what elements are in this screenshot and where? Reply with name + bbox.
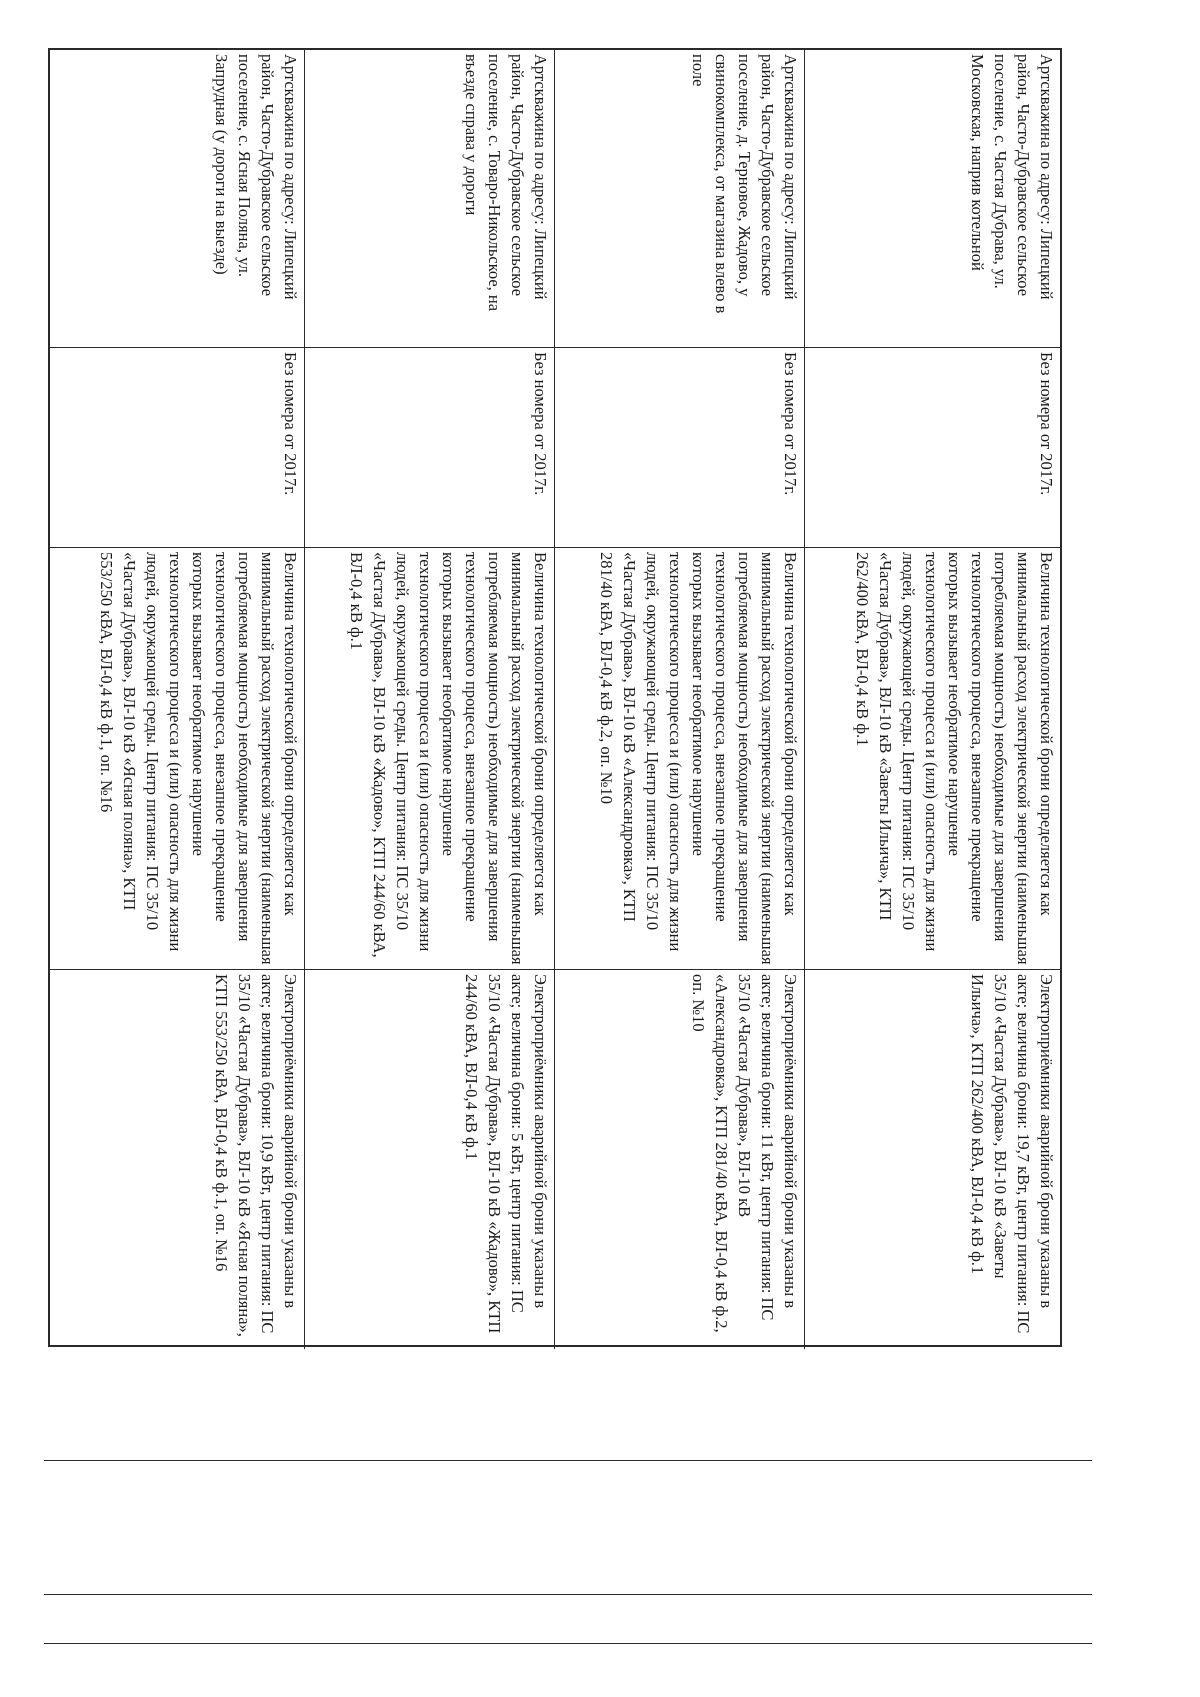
table-row [50,50,304,1349]
act-number-cell: Без номера от 2017г. [305,348,554,548]
act-number-cell: Без номера от 2017г. [50,348,304,548]
object-address-cell: Артскважина по адресу: Липецкий район, Часто-Дубравское сельское поселение, с. Ясная Поляна, ул. Запрудная (у дороги на выезде) [50,50,304,348]
horizontal-rule [44,1594,1092,1595]
tech-reserve-cell: Величина технологической брони определяется как минимальный расход электрической энергии (наименьшая потребляемая мощность) необходимые для завершения технологического процесса, внезапное прекращение которых вызывает необратимое нарушение технологического процесса и (или) опасность для жизни людей, окружающей среды. Центр питания: ПС 35/10 «Частая Дубрава», ВЛ-10 кВ «Ясная поляна», КТП 553/250 кВА, ВЛ-0,4 кВ ф.1, оп. №16 [50,548,304,970]
act-number-cell: Без номера от 2017г. [805,348,1060,548]
emergency-reserve-cell: Электроприёмники аварийной брони указаны в акте; величина брони: 5 кВт, центр питания: ПС 35/10 «Частая Дубрава», ВЛ-10 кВ «Жадово», КТП 244/60 кВА, ВЛ-0,4 кВ ф.1 [462,974,550,1334]
tech-reserve-cell: Величина технологической брони определяется как минимальный расход электрической энергии (наименьшая потребляемая мощность) необходимые для завершения технологического процесса, внезапное прекращение которых вызывает необратимое нарушение технологического процесса и (или) опасность для жизни людей, окружающей среды. Центр питания: ПС 35/10 «Частая Дубрава», ВЛ-10 кВ «Александровка», КТП 281/40 кВА, ВЛ-0,4 кВ ф.2, оп. №10 [555,548,804,970]
emergency-reserve-cell: Электроприёмники аварийной брони указаны в акте; величина брони: 19,7 кВт, центр питания: ПС 35/10 «Частая Дубрава», ВЛ-10 кВ «Заветы Ильича», КТП 262/400 кВА, ВЛ-0,4 кВ ф.1 [968,974,1056,1334]
horizontal-rule [44,1643,1092,1644]
table-row [304,50,554,1349]
tech-reserve-cell: Величина технологической брони определяется как минимальный расход электрической энергии (наименьшая потребляемая мощность) необходимые для завершения технологического процесса, внезапное прекращение которых вызывает необратимое нарушение технологического процесса и (или) опасность для жизни людей, окружающей среды. Центр питания: ПС 35/10 «Частая Дубрава», ВЛ-10 кВ «Жадово», КТП 244/60 кВА, ВЛ-0,4 кВ ф.1 [305,548,554,970]
emergency-reserve-cell: Электроприёмники аварийной брони указаны в акте; величина брони: 11 кВт, центр питания: ПС 35/10 «Частая Дубрава», ВЛ-10 кВ «Александровка», КТП 281/40 кВА, ВЛ-0,4 кВ ф.2, оп. №10 [689,974,800,1333]
object-address-cell: Артскважина по адресу: Липецкий район, Часто-Дубравское сельское поселение, с. Товаро-Никольское, на въезде справа у дороги [305,50,554,348]
object-address-cell: Артскважина по адресу: Липецкий район, Часто-Дубравское сельское поселение, д. Терновое, Жадово, у свинокомплекса, от магазина влево в поле [555,50,804,348]
object-address-cell: Артскважина по адресу: Липецкий район, Часто-Дубравское сельское поселение, с. Частая Дубрава, ул. Московская, наприв котельной [805,50,1060,348]
emergency-reserve-cell: Электроприёмники аварийной брони указаны в акте; величина брони: 10,9 кВт, центр питания: ПС 35/10 «Частая Дубрава», ВЛ-10 кВ «Ясная поляна», КТП 553/250 кВА, ВЛ-0,4 кВ ф.1, оп. №16 [212,974,300,1337]
reserve-table [48,48,1062,1347]
act-number-cell: Без номера от 2017г. [555,348,804,548]
table-row [554,50,804,1349]
tech-reserve-cell: Величина технологической брони определяется как минимальный расход электрической энергии (наименьшая потребляемая мощность) необходимые для завершения технологического процесса, внезапное прекращение которых вызывает необратимое нарушение технологического процесса и (или) опасность для жизни людей, окружающей среды. Центр питания: ПС 35/10 «Частая Дубрава», ВЛ-10 кВ «Заветы Ильича», КТП 262/400 кВА, ВЛ-0,4 кВ ф.1 [805,548,1060,970]
horizontal-rule [44,1460,1092,1461]
table-row [804,50,1060,1349]
